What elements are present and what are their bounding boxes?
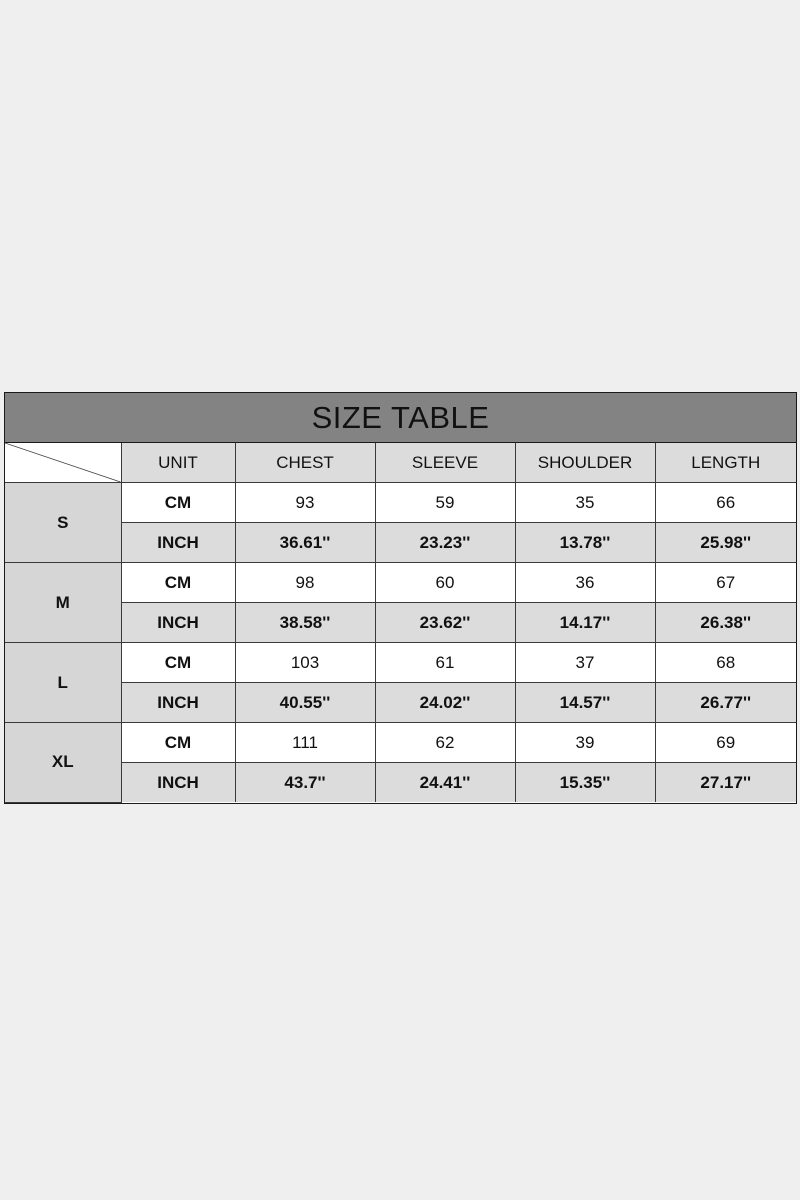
sleeve-value: 60 [375,563,515,603]
corner-cell [5,443,121,483]
chest-value: 36.61'' [235,523,375,563]
unit-cell: CM [121,723,235,763]
table-row [5,483,796,523]
header-shoulder: SHOULDER [515,443,655,483]
length-value: 67 [655,563,796,603]
size-label-m: M [5,563,121,643]
header-row [5,443,796,483]
length-value: 66 [655,483,796,523]
unit-cell: INCH [121,763,235,803]
length-value: 26.38'' [655,603,796,643]
header-unit: UNIT [121,443,235,483]
table-row [5,683,796,723]
length-value: 69 [655,723,796,763]
table-row [5,643,796,683]
shoulder-value: 37 [515,643,655,683]
shoulder-value: 36 [515,563,655,603]
shoulder-value: 13.78'' [515,523,655,563]
sleeve-value: 24.41'' [375,763,515,803]
diagonal-divider [5,443,121,482]
chest-value: 93 [235,483,375,523]
unit-cell: INCH [121,603,235,643]
shoulder-value: 14.57'' [515,683,655,723]
chest-value: 43.7'' [235,763,375,803]
sleeve-value: 62 [375,723,515,763]
size-grid [5,443,796,803]
chest-value: 40.55'' [235,683,375,723]
table-row [5,603,796,643]
shoulder-value: 35 [515,483,655,523]
shoulder-value: 39 [515,723,655,763]
chest-value: 103 [235,643,375,683]
size-table [4,392,797,804]
unit-cell: CM [121,643,235,683]
shoulder-value: 14.17'' [515,603,655,643]
table-row [5,763,796,803]
table-title: SIZE TABLE [5,393,796,443]
length-value: 25.98'' [655,523,796,563]
length-value: 27.17'' [655,763,796,803]
sleeve-value: 23.62'' [375,603,515,643]
size-label-s: S [5,483,121,563]
unit-cell: INCH [121,523,235,563]
header-length: LENGTH [655,443,796,483]
length-value: 26.77'' [655,683,796,723]
chest-value: 98 [235,563,375,603]
sleeve-value: 61 [375,643,515,683]
unit-cell: CM [121,483,235,523]
chest-value: 111 [235,723,375,763]
table-row [5,563,796,603]
header-chest: CHEST [235,443,375,483]
sleeve-value: 23.23'' [375,523,515,563]
shoulder-value: 15.35'' [515,763,655,803]
chest-value: 38.58'' [235,603,375,643]
table-row [5,723,796,763]
sleeve-value: 24.02'' [375,683,515,723]
sleeve-value: 59 [375,483,515,523]
unit-cell: CM [121,563,235,603]
length-value: 68 [655,643,796,683]
header-sleeve: SLEEVE [375,443,515,483]
size-label-xl: XL [5,723,121,803]
size-label-l: L [5,643,121,723]
unit-cell: INCH [121,683,235,723]
table-row [5,523,796,563]
